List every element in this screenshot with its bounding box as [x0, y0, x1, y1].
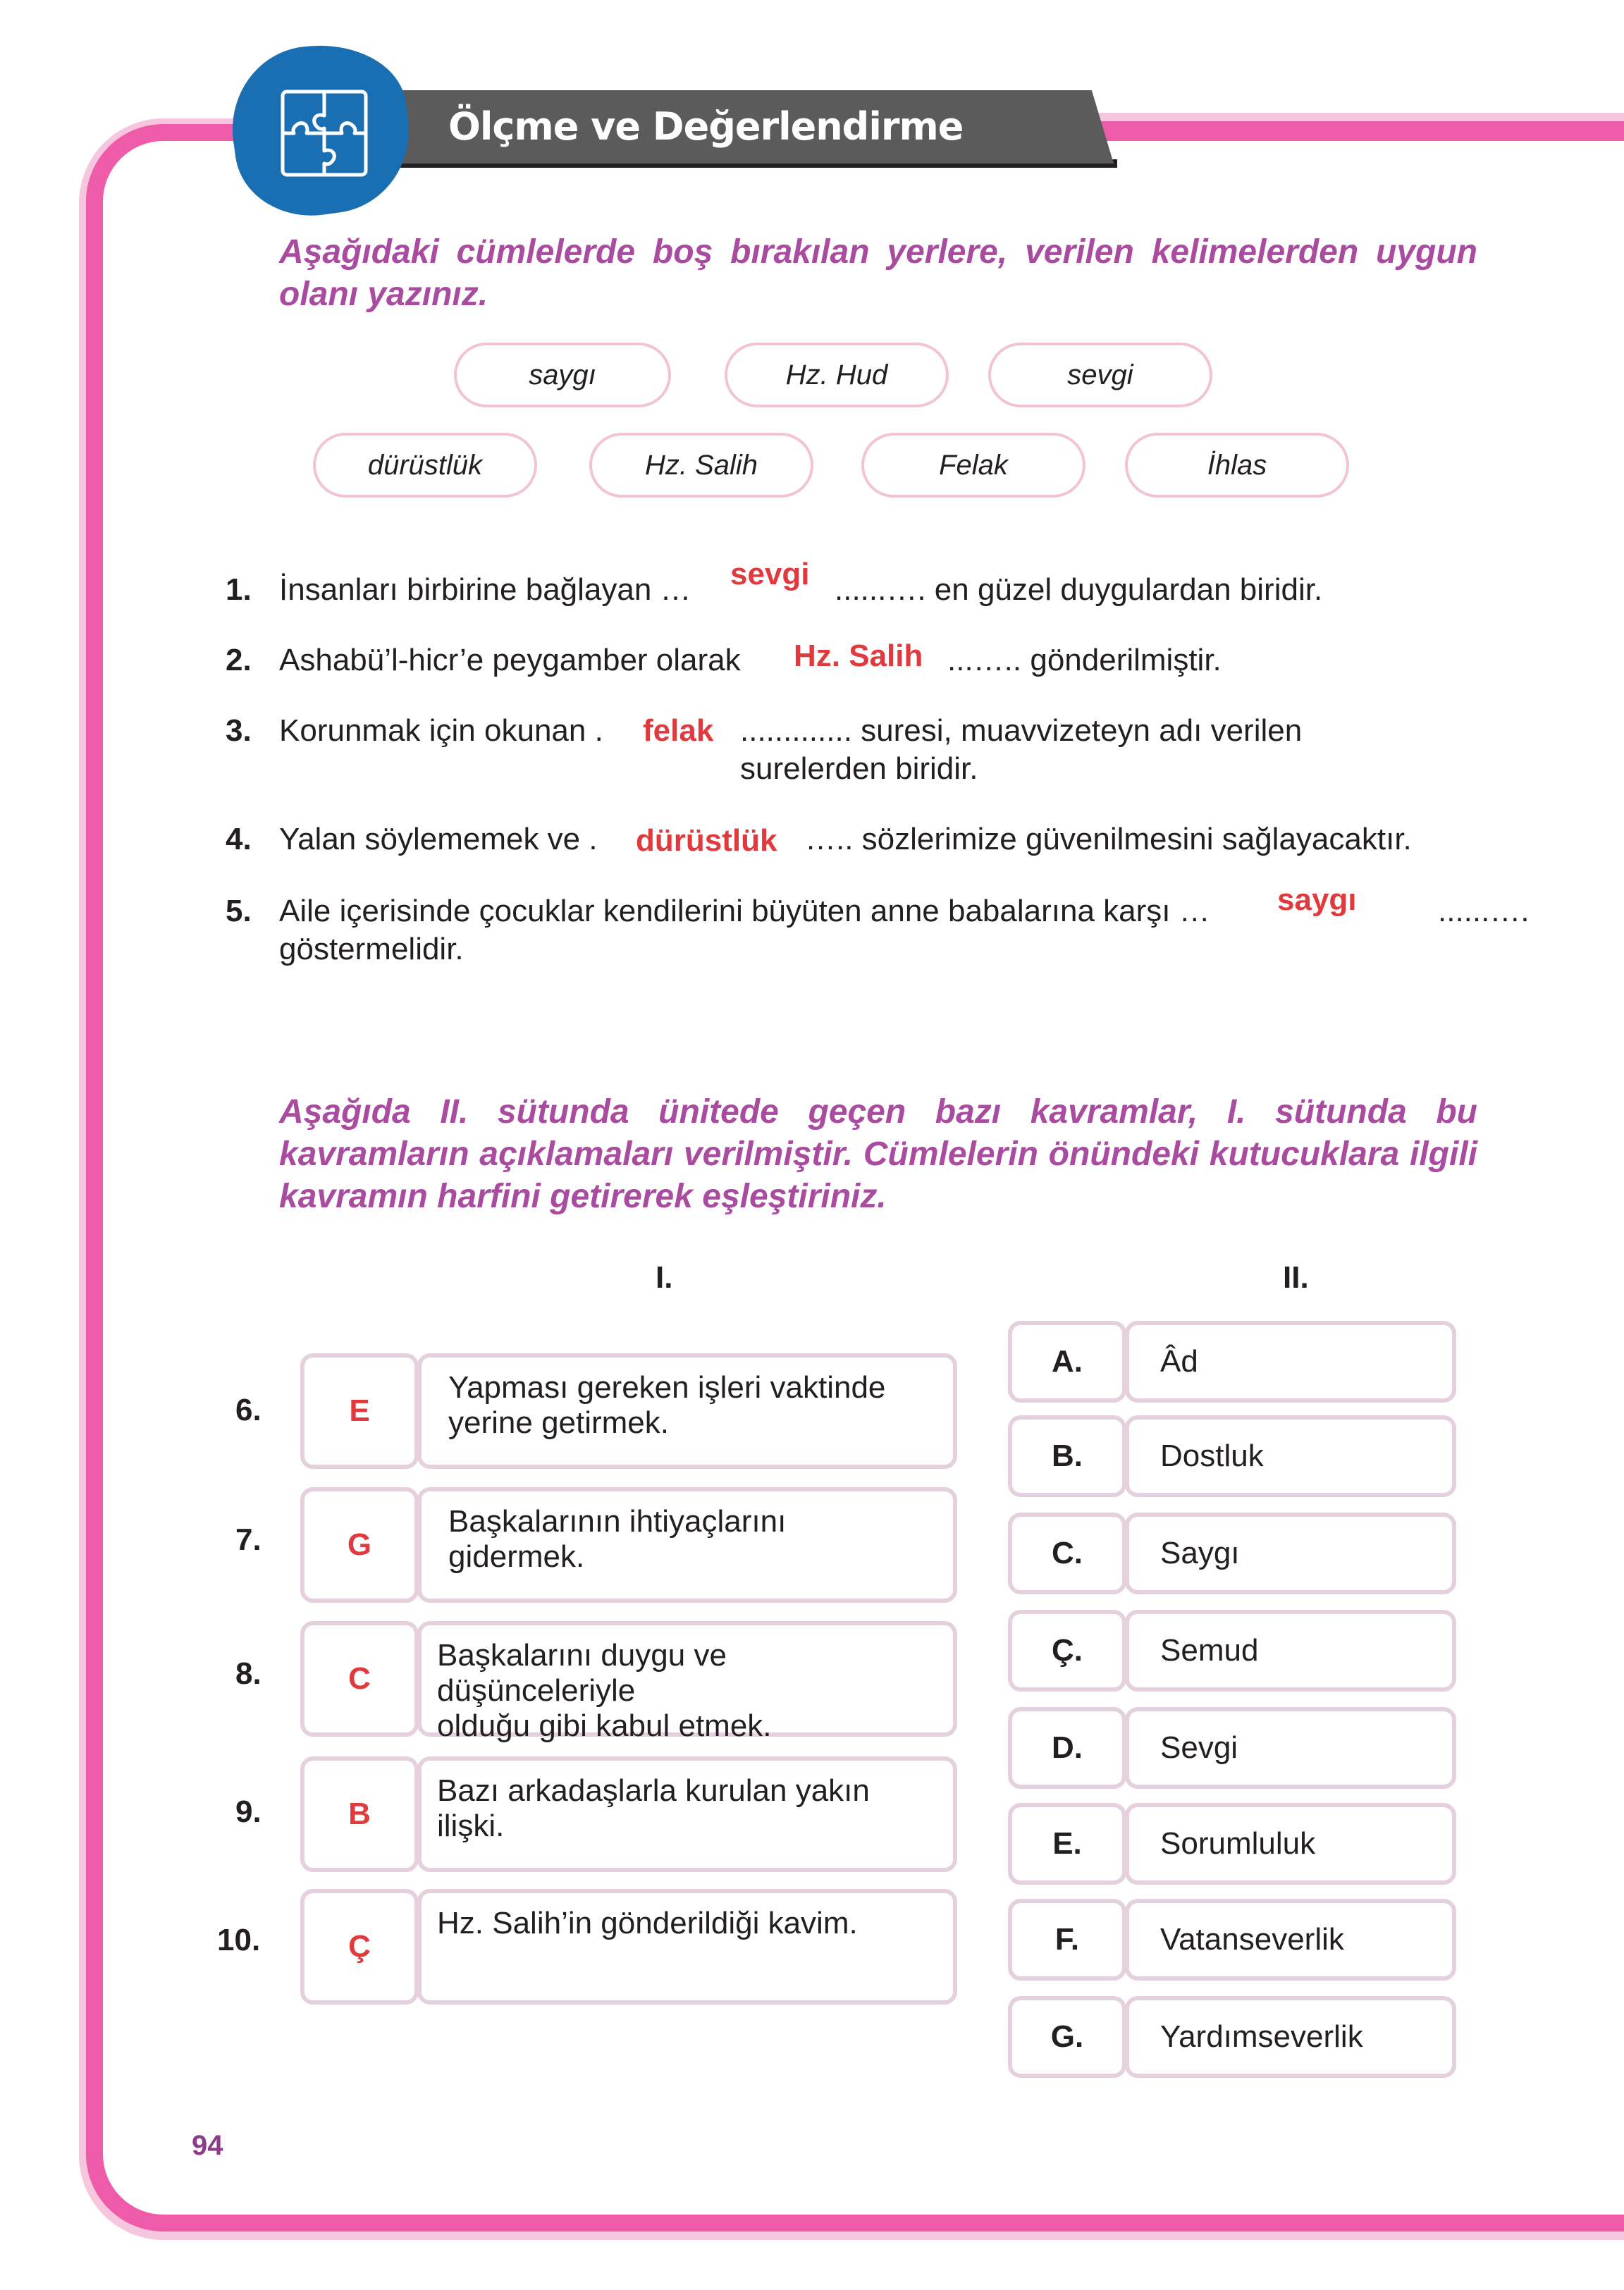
page-title: Ölçme ve Değerlendirme [448, 104, 964, 149]
page-number: 94 [192, 2130, 223, 2161]
question-text-after: ............. suresi, muavvizeteyn adı verilen surelerden biridir. [740, 713, 1303, 786]
answer-box[interactable]: E [300, 1353, 419, 1469]
concept-term-box [1125, 1415, 1456, 1497]
description-box [417, 1756, 957, 1872]
word-bank-item: Felak [861, 433, 1085, 498]
concept-term-box [1125, 1803, 1456, 1885]
section1-instruction: Aşağıdaki cümlelerde boş bırakılan yerlere, verilen kelimelerden uygun olanı yazınız. [279, 233, 1477, 313]
description-box [417, 1621, 957, 1743]
question-text-before: Korunmak için okunan . [279, 713, 603, 748]
word-bank-item: Hz. Salih [589, 433, 813, 498]
concept-letter-box: Ç. [1008, 1610, 1126, 1692]
description-text: Bazı arkadaşlarla kurulan yakın ilişki. [437, 1773, 870, 1843]
word-bank-item: dürüstlük [313, 433, 537, 498]
word-bank-item: İhlas [1125, 433, 1349, 498]
question-text-after: ......…. en güzel duygulardan biridir. [835, 572, 1323, 607]
answer-box[interactable]: B [300, 1756, 419, 1872]
concept-term-box [1125, 1610, 1456, 1692]
concept-term: Semud [1160, 1633, 1259, 1668]
concept-letter-box: B. [1008, 1415, 1126, 1497]
header-accent-line-light [1085, 113, 1624, 121]
question-text-before: Yalan söylememek ve . [279, 822, 598, 856]
question-text-after: ….. sözlerimize güvenilmesini sağlayacaktır. [805, 822, 1412, 856]
answer-handwritten[interactable]: felak [643, 713, 714, 748]
question-text-before: Ashabü’l-hicr’e peygamber olarak [279, 643, 741, 677]
concept-letter-box: E. [1008, 1803, 1126, 1885]
question-text-before: Aile içerisinde çocuklar kendilerini büyüten anne babalarına karşı … [279, 894, 1210, 928]
description-box [417, 1889, 957, 2005]
concept-term-box [1125, 1321, 1456, 1403]
concept-term: Yardımseverlik [1160, 2019, 1363, 2054]
concept-term-box [1125, 1707, 1456, 1789]
column-heading-ii: II. [1283, 1260, 1309, 1295]
answer-handwritten[interactable]: Hz. Salih [794, 639, 923, 673]
question-text-after: ......…. göstermelidir. [279, 894, 1530, 966]
concept-letter-box: G. [1008, 1996, 1126, 2078]
question-number: 1. [226, 572, 252, 607]
item-number: 9. [235, 1795, 262, 1829]
concept-term-box [1125, 1513, 1456, 1594]
concept-term: Saygı [1160, 1536, 1240, 1570]
question-text-before: İnsanları birbirine bağlayan … [279, 572, 691, 607]
description-text: Başkalarının ihtiyaçlarını gidermek. [448, 1504, 787, 1574]
item-number: 8. [235, 1656, 262, 1691]
item-number: 6. [235, 1393, 262, 1427]
item-number: 7. [235, 1522, 262, 1557]
description-box [417, 1353, 957, 1469]
answer-box[interactable]: C [300, 1621, 419, 1737]
concept-term: Sorumluluk [1160, 1826, 1316, 1861]
description-box [417, 1487, 957, 1603]
description-text: Başkalarını duygu ve düşünceleriyle olduğu gibi kabul etmek. [437, 1638, 772, 1743]
answer-handwritten[interactable]: sevgi [730, 557, 810, 591]
concept-term-box [1125, 1996, 1456, 2078]
description-text: Hz. Salih’in gönderildiği kavim. [437, 1906, 858, 1940]
word-bank-item: sevgi [988, 343, 1212, 407]
concept-term: Sevgi [1160, 1730, 1238, 1765]
question-text-after: ...….. gönderilmiştir. [947, 643, 1222, 677]
concept-letter-box: F. [1008, 1899, 1126, 1981]
column-heading-i: I. [656, 1260, 673, 1295]
word-bank-item: Hz. Hud [725, 343, 949, 407]
concept-letter-box: A. [1008, 1321, 1126, 1403]
header-accent-line [1100, 121, 1624, 141]
question-number: 5. [226, 894, 252, 928]
word-bank-item: saygı [454, 343, 671, 407]
concept-term: Âd [1160, 1344, 1198, 1379]
description-text: Yapması gereken işleri vaktinde yerine getirmek. [448, 1370, 886, 1440]
concept-letter-box: C. [1008, 1513, 1126, 1594]
concept-term: Vatanseverlik [1160, 1922, 1344, 1957]
question-number: 3. [226, 713, 252, 748]
section2-instruction: Aşağıda II. sütunda ünitede geçen bazı kavramlar, I. sütunda bu kavramların açıklamaları verilmiştir. Cümlelerin önündeki kutucuklara ilgili kavramın harfini getirerek eşleştiriniz. [279, 1093, 1477, 1215]
question-number: 2. [226, 643, 252, 677]
item-number: 10. [217, 1923, 261, 1957]
puzzle-icon [278, 87, 370, 179]
answer-box[interactable]: G [300, 1487, 419, 1603]
answer-handwritten[interactable]: dürüstlük [636, 823, 777, 858]
concept-letter-box: D. [1008, 1707, 1126, 1789]
answer-handwritten[interactable]: saygı [1277, 882, 1357, 917]
answer-box[interactable]: Ç [300, 1889, 419, 2005]
concept-term-box [1125, 1899, 1456, 1981]
concept-term: Dostluk [1160, 1439, 1264, 1473]
question-number: 4. [226, 822, 252, 856]
